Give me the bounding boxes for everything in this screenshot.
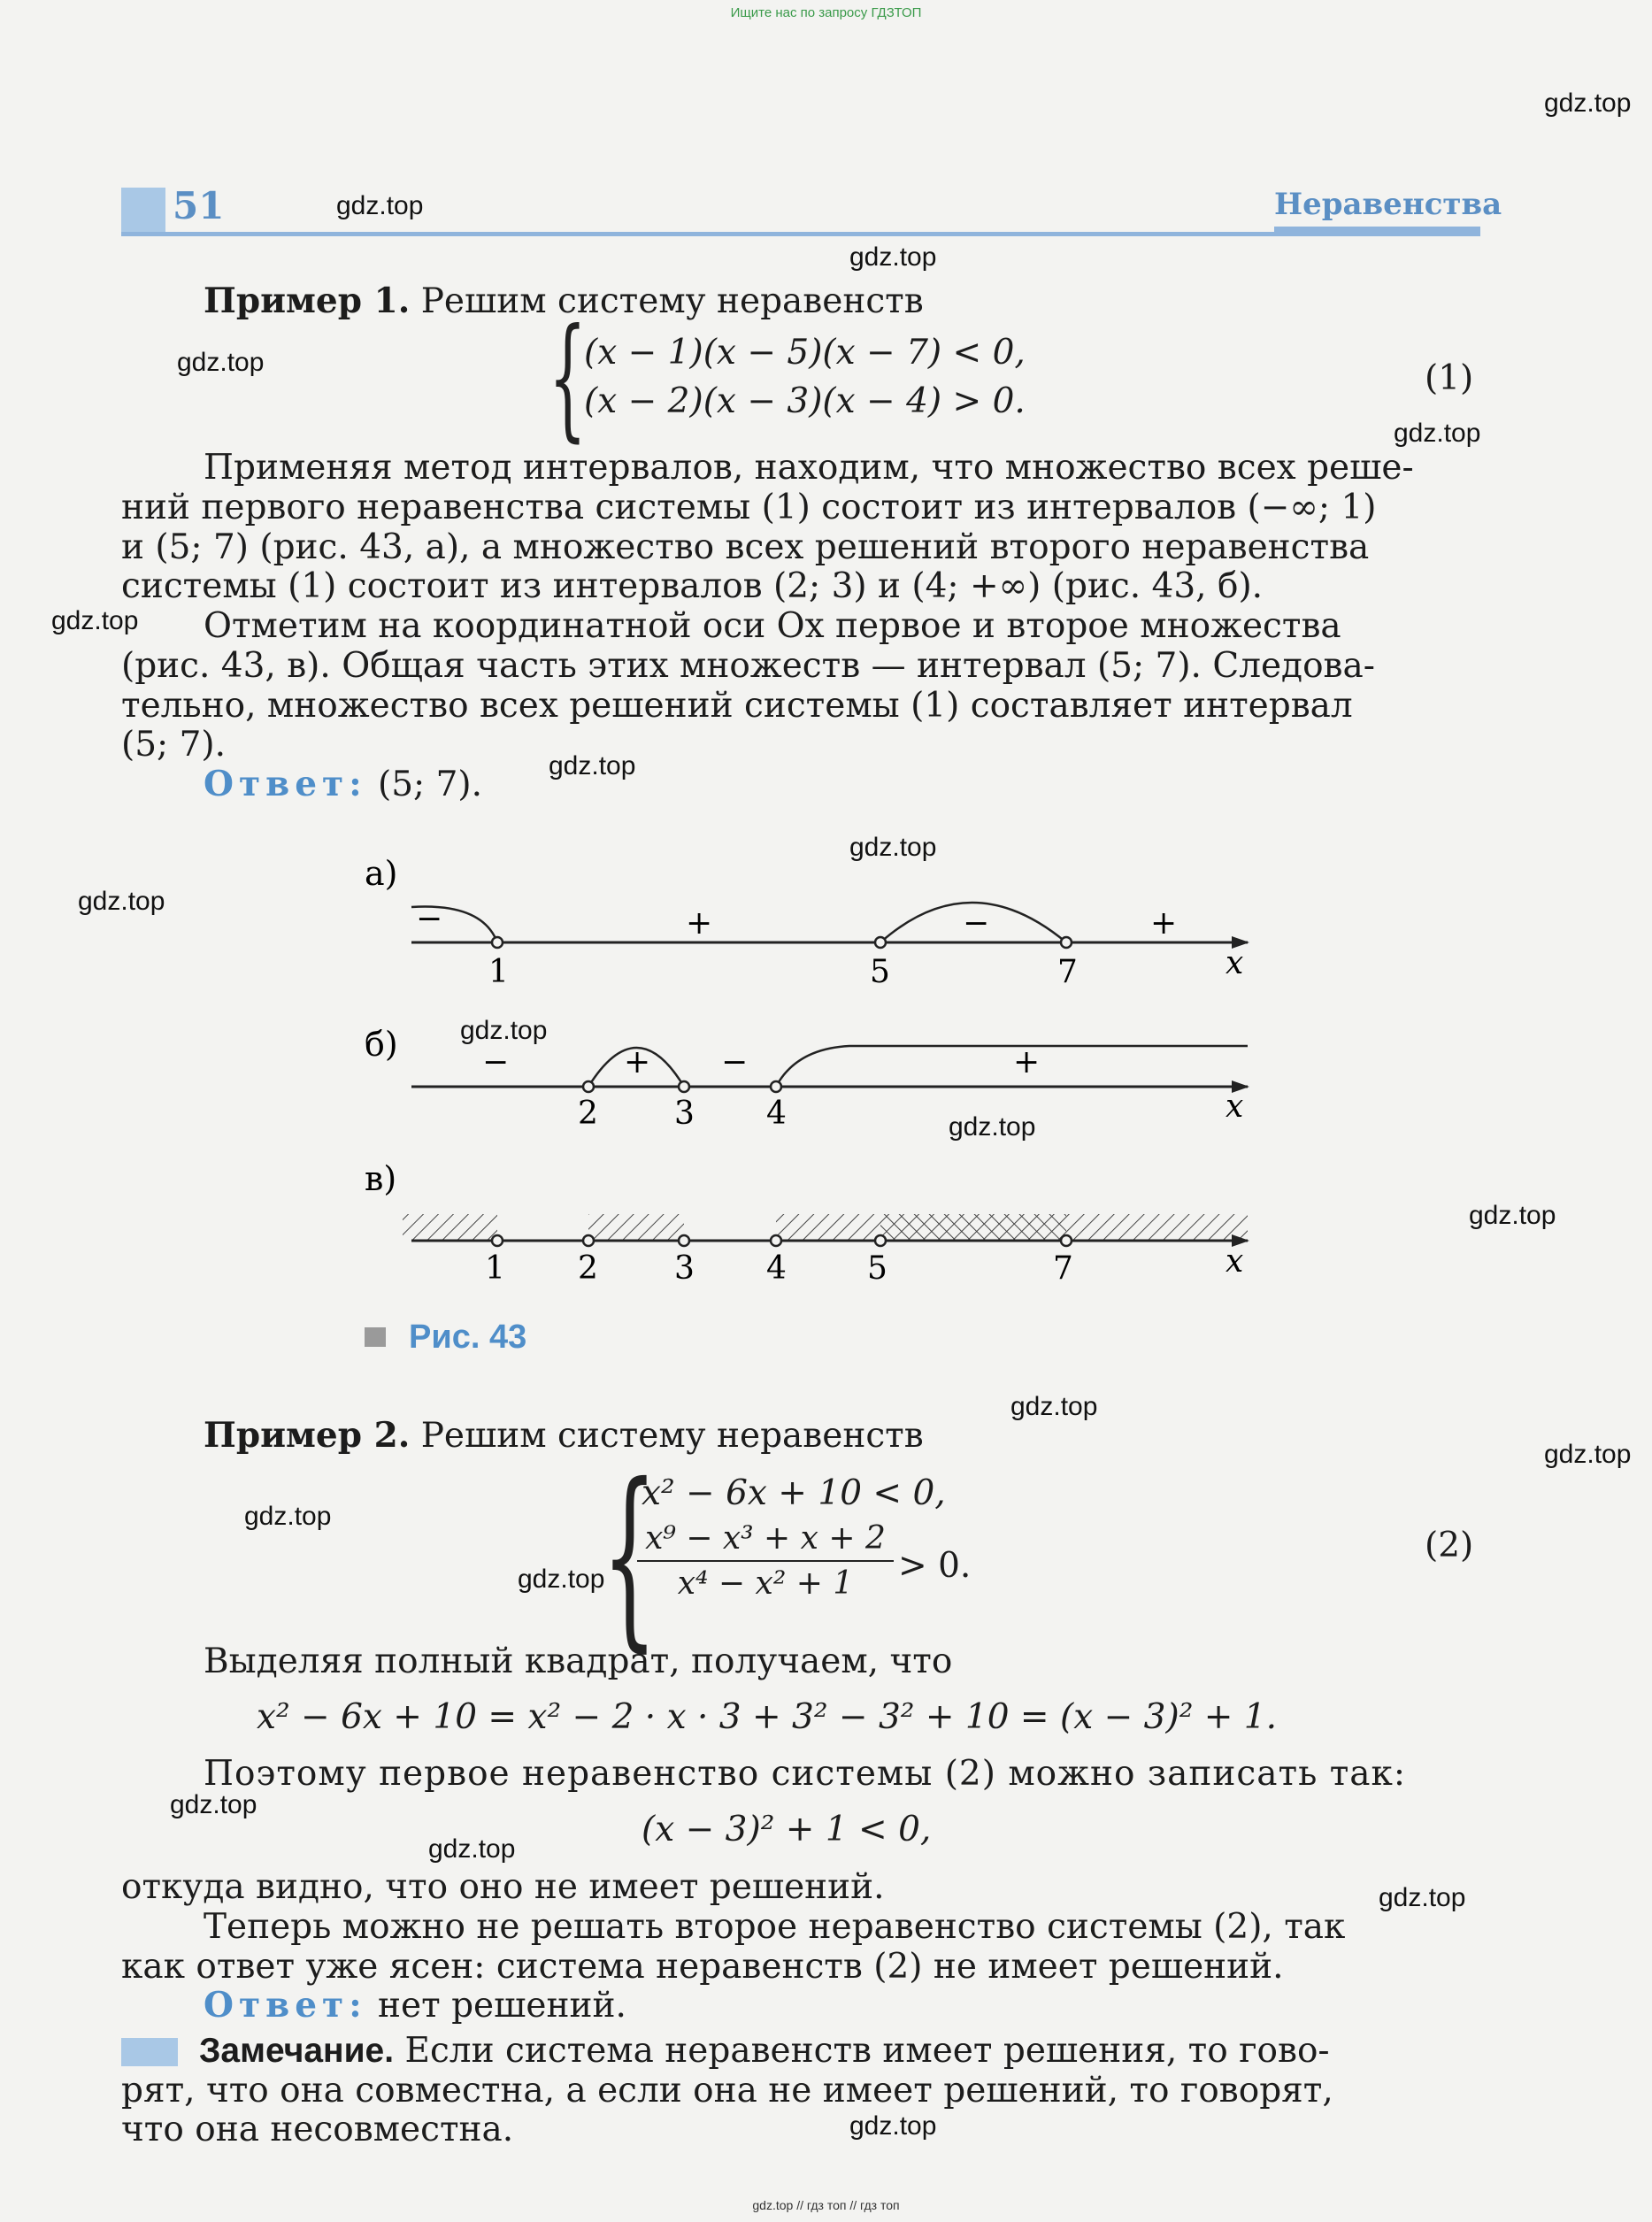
watermark: gdz.top	[460, 1016, 548, 1045]
example2-answer	[204, 1986, 626, 2026]
remark-marker	[121, 2038, 178, 2066]
sign-b-1: −	[482, 1044, 510, 1080]
sign-a-2: +	[686, 905, 713, 942]
example1-para1-l3: и (5; 7) (рис. 43, а), а множество всех решений второго неравенства	[121, 527, 1370, 567]
point-b-2	[583, 1081, 594, 1092]
fig-label-a: а)	[365, 854, 398, 893]
hatch-c-5-7	[880, 1214, 1066, 1241]
fraction-denominator: x⁴ − x² + 1	[677, 1565, 854, 1602]
example2-line6: Теперь можно не решать второе неравенство системы (2), так	[204, 1907, 1346, 1947]
sign-b-4: +	[1013, 1044, 1041, 1080]
system2-eq1: x² − 6x + 10 < 0,	[642, 1473, 946, 1513]
tick-a-1: 1	[488, 954, 509, 990]
remark-line1	[199, 2031, 1330, 2071]
point-c-1	[492, 1235, 503, 1246]
sign-a-3: −	[963, 905, 990, 942]
example1-lead: Решим систему неравенств	[420, 281, 924, 321]
fig-label-b: б)	[365, 1025, 398, 1064]
watermark: gdz.top	[244, 1502, 332, 1531]
watermark: gdz.top	[78, 887, 165, 916]
system1-eq2: (x − 2)(x − 3)(x − 4) > 0.	[584, 381, 1026, 421]
example2-line7: как ответ уже ясен: система неравенств (2) не имеет решений.	[121, 1947, 1284, 1987]
tick-c-7: 7	[1053, 1250, 1073, 1287]
tick-c-3: 3	[674, 1250, 695, 1287]
fraction-numerator: x⁹ − x³ + x + 2	[637, 1520, 894, 1562]
watermark: gdz.top	[1010, 1392, 1098, 1421]
axis-var-b: x	[1226, 1088, 1244, 1125]
point-c-2	[583, 1235, 594, 1246]
example2-line4: (x − 3)² + 1 < 0,	[642, 1810, 932, 1849]
point-b-3	[679, 1081, 689, 1092]
example1-para2-l1: Отметим на координатной оси Ox первое и второе множества	[204, 606, 1341, 646]
watermark: gdz.top	[1469, 1201, 1556, 1230]
watermark: gdz.top	[849, 242, 937, 272]
example2-heading-line	[204, 1416, 924, 1456]
bottom-note: gdz.top // гдз топ // гдз топ	[752, 2198, 900, 2212]
page-number: 51	[173, 184, 225, 227]
sign-a-4: +	[1150, 905, 1178, 942]
section-title: Неравенства	[1274, 187, 1502, 222]
equation-number-2: (2)	[1425, 1526, 1474, 1565]
point-a-1	[492, 937, 503, 948]
example1-para2-l2: (рис. 43, в). Общая часть этих множеств — интервал (5; 7). Следова-	[121, 646, 1375, 686]
example1-para2-l4: (5; 7).	[121, 725, 226, 765]
tick-b-4: 4	[766, 1096, 787, 1132]
point-a-5	[875, 937, 886, 948]
fig-label-c: в)	[365, 1159, 397, 1198]
equation-number-1: (1)	[1425, 358, 1474, 398]
watermark: gdz.top	[428, 1834, 516, 1864]
axis-var-c: x	[1226, 1243, 1244, 1280]
point-c-5	[875, 1235, 886, 1246]
tick-c-5: 5	[867, 1250, 887, 1287]
point-b-4	[771, 1081, 781, 1092]
watermark: gdz.top	[549, 751, 636, 780]
system1-eq1: (x − 1)(x − 5)(x − 7) < 0,	[584, 333, 1026, 373]
remark-line3: что она несовместна.	[121, 2110, 514, 2149]
example2-lead: Решим систему неравенств	[420, 1416, 924, 1456]
system2-brace: {	[602, 1442, 657, 1669]
answer-label: Ответ:	[204, 1985, 367, 2026]
answer-value: нет решений.	[378, 1986, 626, 2026]
example2-line2: x² − 6x + 10 = x² − 2 · x · 3 + 3² − 3² + 10 = (x − 3)² + 1.	[257, 1697, 1278, 1737]
system-brace: {	[549, 301, 587, 455]
arc-b-2	[776, 1046, 1248, 1087]
example2-line3: Поэтому первое неравенство системы (2) можно записать так:	[204, 1754, 1407, 1794]
remark-line2: рят, что она совместна, а если она не имеет решений, то говорят,	[121, 2071, 1333, 2111]
example1-heading: Пример 1.	[204, 281, 411, 321]
watermark: gdz.top	[949, 1112, 1036, 1142]
watermark: gdz.top	[177, 348, 265, 377]
watermark: gdz.top	[849, 833, 937, 862]
watermark: gdz.top	[1379, 1883, 1466, 1912]
sign-b-3: −	[721, 1044, 749, 1080]
hatch-c-minus-inf-1	[403, 1214, 497, 1241]
watermark: gdz.top	[170, 1790, 257, 1819]
point-c-3	[679, 1235, 689, 1246]
hatch-c-2-3	[588, 1214, 684, 1241]
point-c-7	[1061, 1235, 1072, 1246]
example2-line1: Выделяя полный квадрат, получаем, что	[204, 1642, 953, 1681]
example1-para1-l4: системы (1) состоит из интервалов (2; 3) и (4; +∞) (рис. 43, б).	[121, 566, 1264, 606]
top-note: Ищите нас по запросу ГДЗТОП	[730, 5, 922, 20]
figure-caption: Рис. 43	[409, 1319, 527, 1356]
watermark: gdz.top	[518, 1565, 605, 1594]
tick-b-2: 2	[578, 1096, 598, 1132]
example2-line5: откуда видно, что оно не имеет решений.	[121, 1867, 885, 1907]
figure-caption-marker	[365, 1327, 386, 1347]
axis-var-a: x	[1226, 945, 1244, 981]
watermark: gdz.top	[849, 2111, 937, 2141]
sign-b-2: +	[624, 1044, 651, 1080]
example1-para1-l2: ний первого неравенства системы (1) состоит из интервалов (−∞; 1)	[121, 488, 1377, 527]
tick-c-4: 4	[766, 1250, 787, 1287]
answer-value: (5; 7).	[378, 765, 483, 804]
tick-c-2: 2	[578, 1250, 598, 1287]
example1-para1-l1: Применяя метод интервалов, находим, что множество всех реше-	[204, 448, 1414, 488]
system2-fraction	[637, 1520, 894, 1602]
watermark: gdz.top	[1544, 88, 1632, 118]
tick-a-7: 7	[1057, 954, 1078, 990]
remark-text-1: Если система неравенств имеет решения, то гово-	[404, 2031, 1330, 2071]
watermark: gdz.top	[1544, 1440, 1632, 1469]
fraction-relation: > 0.	[898, 1546, 972, 1586]
remark-label: Замечание.	[199, 2032, 395, 2070]
tick-b-3: 3	[674, 1096, 695, 1132]
tick-a-5: 5	[870, 954, 890, 990]
watermark: gdz.top	[51, 606, 139, 635]
example1-para2-l3: тельно, множество всех решений системы (1) составляет интервал	[121, 686, 1353, 726]
sign-a-1: −	[416, 901, 443, 937]
watermark: gdz.top	[1394, 419, 1481, 448]
example2-heading: Пример 2.	[204, 1415, 411, 1456]
point-a-7	[1061, 937, 1072, 948]
point-c-4	[771, 1235, 781, 1246]
tick-c-1: 1	[485, 1250, 505, 1287]
answer-label: Ответ:	[204, 764, 367, 804]
watermark: gdz.top	[336, 191, 424, 220]
